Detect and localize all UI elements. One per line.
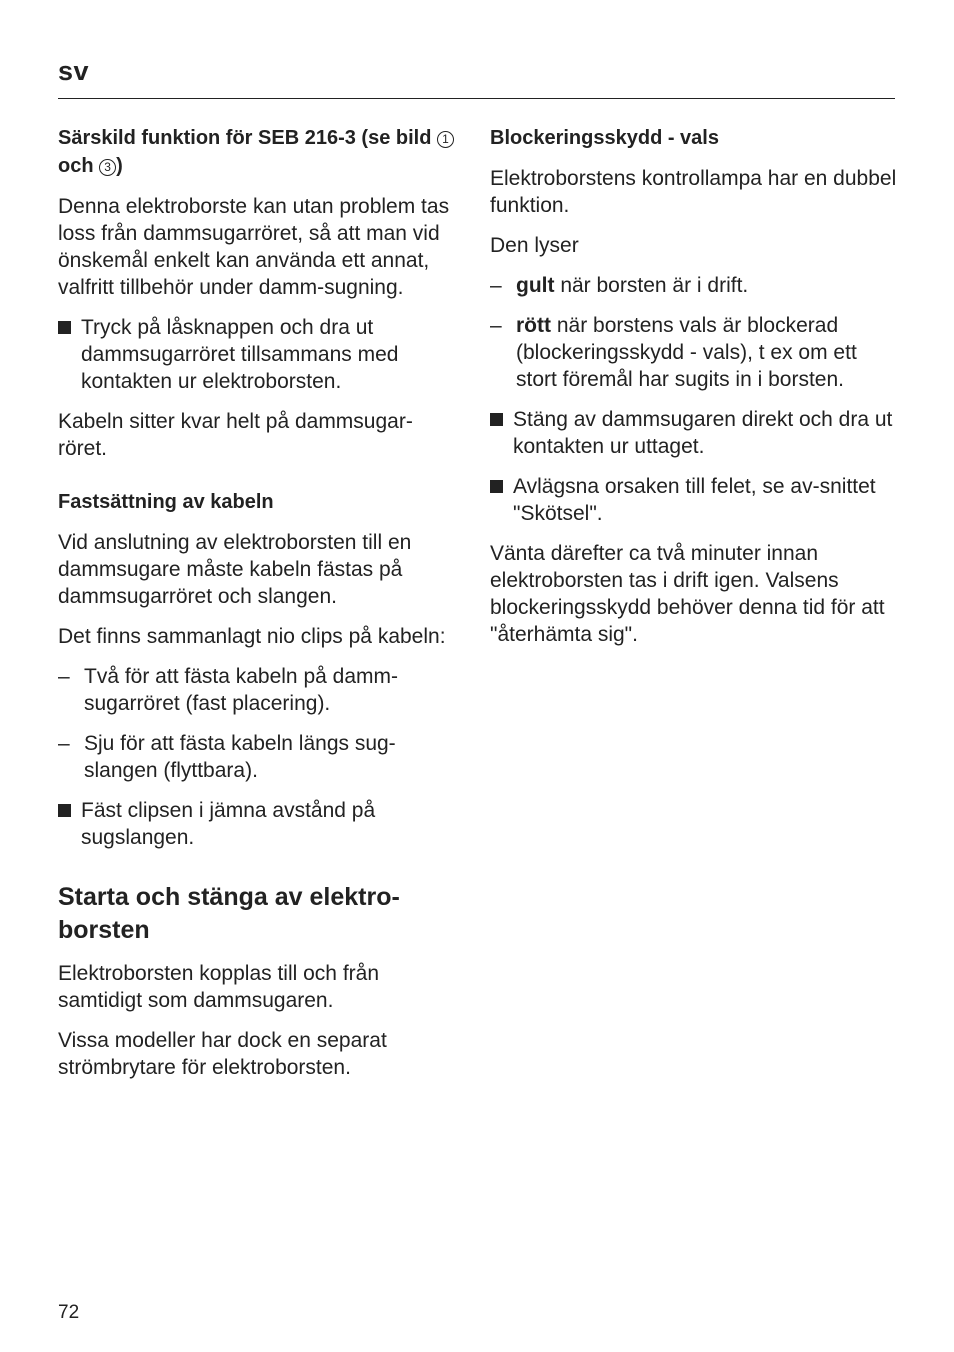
dash-text: Två för att fästa kabeln på damm-sugarröret (fast placering).	[84, 665, 398, 715]
bullet-text: Fäst clipsen i jämna avstånd på sugslangen.	[81, 799, 376, 849]
square-bullet-icon	[490, 413, 503, 426]
dash-item	[58, 730, 458, 784]
paragraph-wait: Vänta därefter ca två minuter innan elektroborsten tas i drift igen. Valsens blockeringsskydd behöver denna tid för att "återhämta sig".	[490, 542, 885, 646]
paragraph-lights: Den lyser	[490, 234, 579, 257]
heading-text-pre: Särskild funktion för SEB 216-3 (se bild	[58, 127, 432, 149]
heading-text-post: )	[116, 155, 123, 177]
square-bullet-icon	[490, 480, 503, 493]
dash-item	[490, 272, 900, 299]
paragraph-switching: Elektroborsten kopplas till och från samtidigt som dammsugaren.	[58, 962, 379, 1012]
paragraph-cable-stays: Kabeln sitter kvar helt på dammsugar-röret.	[58, 410, 413, 460]
section-title: Starta och stänga av elektro-borsten	[58, 883, 400, 944]
page-number: 72	[58, 1302, 80, 1323]
blocking-protection-heading: Blockeringsskydd - vals	[490, 127, 719, 149]
dash-marker: –	[58, 665, 70, 688]
square-bullet-icon	[58, 804, 71, 817]
dash-marker: –	[490, 314, 502, 337]
left-column	[58, 124, 458, 1094]
figure-3-marker: 3	[99, 159, 116, 176]
bullet-item	[58, 314, 458, 395]
dash-item	[490, 312, 900, 393]
color-red-label: rött	[516, 314, 551, 337]
heading-text-mid: och	[58, 155, 94, 177]
bullet-text: Tryck på låsknappen och dra ut dammsugarröret tillsammans med kontakten ur elektroborsten.	[81, 316, 399, 393]
bullet-text: Avlägsna orsaken till felet, se av-snittet "Skötsel".	[513, 475, 876, 525]
cable-fastening-heading: Fastsättning av kabeln	[58, 491, 274, 513]
square-bullet-icon	[58, 321, 71, 334]
dash-marker: –	[58, 732, 70, 755]
dash-text: Sju för att fästa kabeln längs sug-slangen (flyttbara).	[84, 732, 396, 782]
paragraph-clips: Det finns sammanlagt nio clips på kabeln:	[58, 625, 446, 648]
paragraph-separate-switch: Vissa modeller har dock en separat strömbrytare för elektroborsten.	[58, 1029, 387, 1079]
dash-text: när borsten är i drift.	[554, 274, 749, 297]
bullet-text: Stäng av dammsugaren direkt och dra ut kontakten ur uttaget.	[513, 408, 893, 458]
dash-marker: –	[490, 274, 502, 297]
language-code: sv	[58, 56, 90, 86]
figure-1-marker: 1	[437, 131, 454, 148]
dash-text: när borstens vals är blockerad (blockeringsskydd - vals), t ex om ett stort föremål har sugits in i borsten.	[516, 314, 857, 391]
special-function-heading	[58, 124, 458, 180]
dash-item	[58, 663, 458, 717]
right-column	[490, 124, 900, 661]
bullet-item	[490, 473, 900, 527]
bullet-item	[58, 797, 458, 851]
bullet-item	[490, 406, 900, 460]
header-divider	[58, 98, 895, 99]
paragraph-detach: Denna elektroborste kan utan problem tas loss från dammsugarröret, så att man vid önskemål enkelt kan använda ett annat, valfritt tillbehör under damm-sugning.	[58, 195, 450, 299]
paragraph-indicator-lamp: Elektroborstens kontrollampa har en dubbel funktion.	[490, 167, 897, 217]
color-yellow-label: gult	[516, 274, 555, 297]
paragraph-connection: Vid anslutning av elektroborsten till en dammsugare måste kabeln fästas på dammsugarröret och slangen.	[58, 531, 412, 608]
